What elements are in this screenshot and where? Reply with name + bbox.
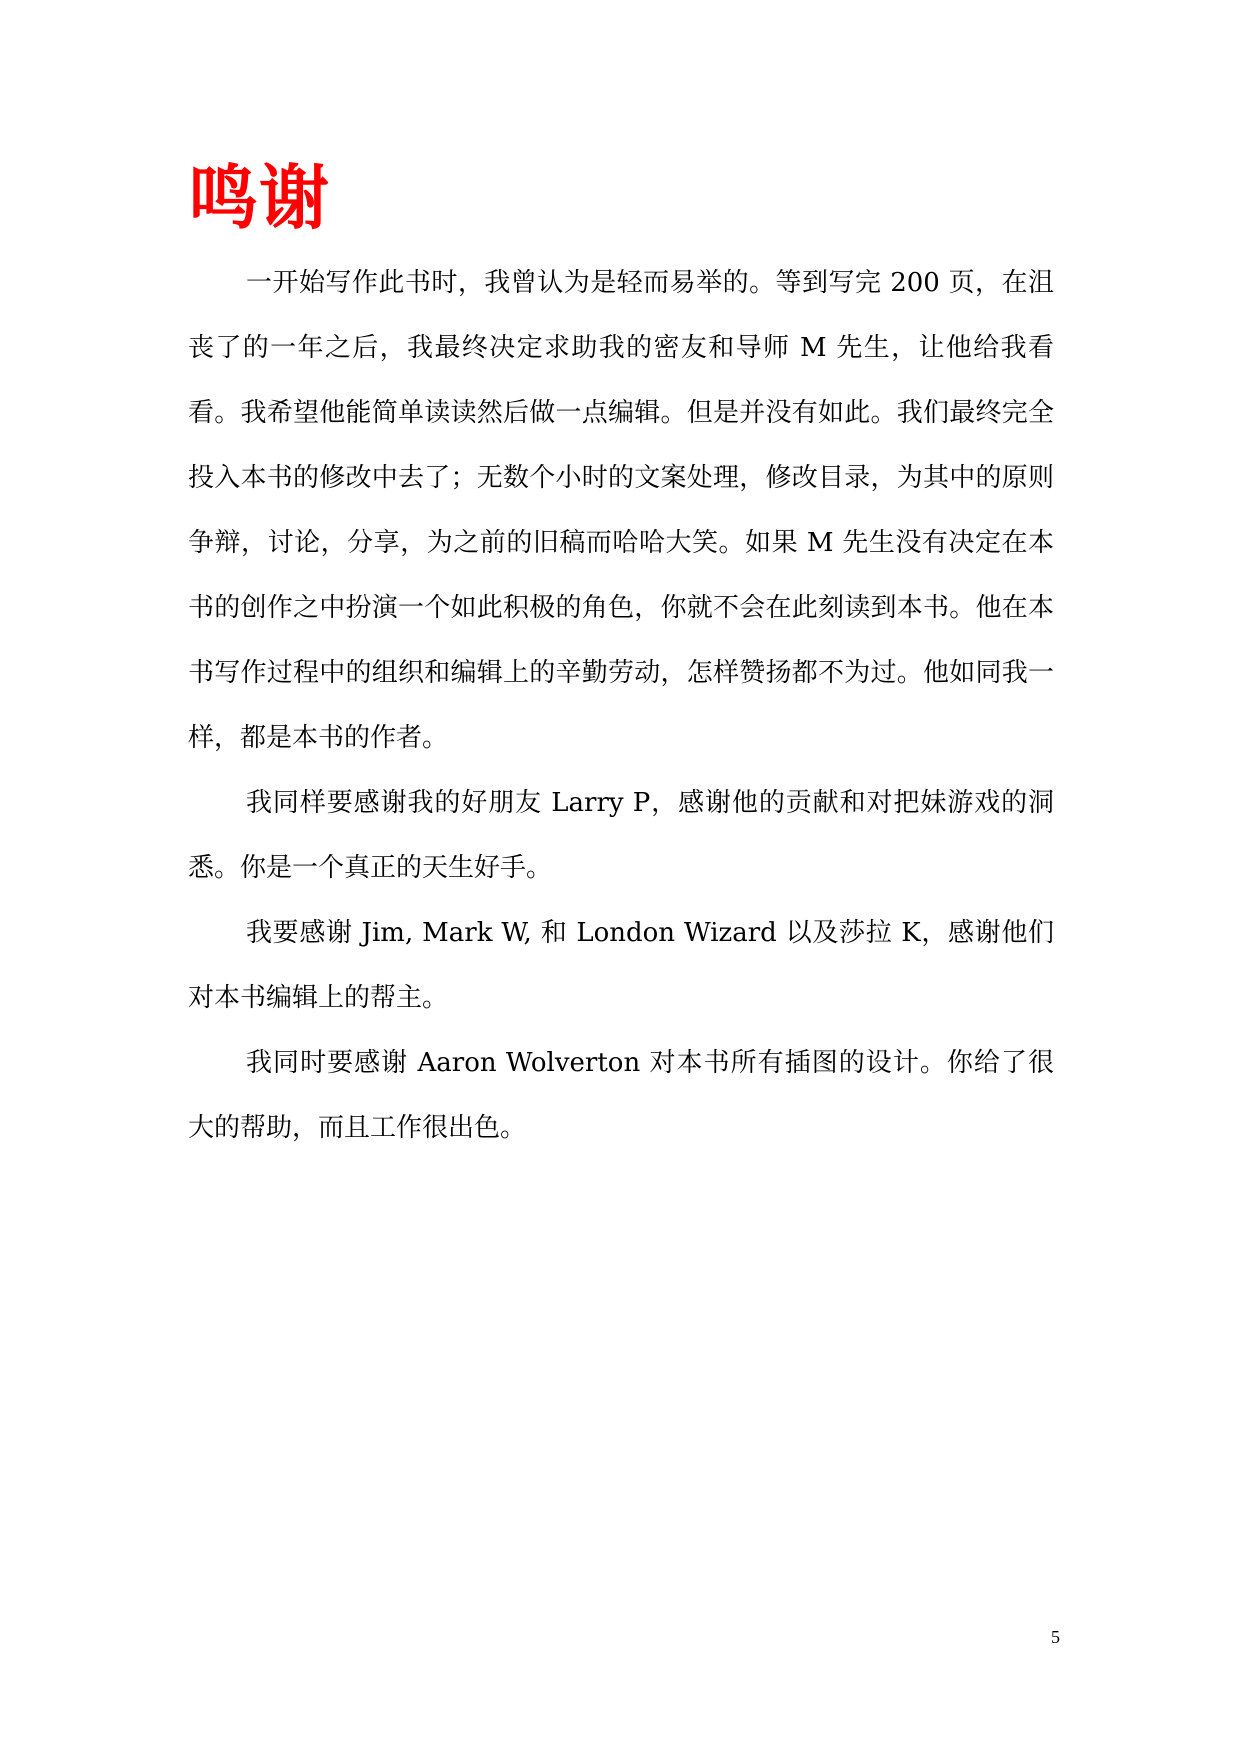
page-number: 5 <box>1051 1627 1060 1647</box>
page-title: 鸣谢 <box>188 156 330 239</box>
paragraph-4: 我同时要感谢 Aaron Wolverton 对本书所有插图的设计。你给了很大的帮助，而且工作很出色。 <box>188 1048 1054 1143</box>
acknowledgements-body <box>188 251 1054 1161</box>
paragraph-2: 我同样要感谢我的好朋友 Larry P，感谢他的贡献和对把妹游戏的洞悉。你是一个真正的天生好手。 <box>188 788 1054 883</box>
paragraph-3: 我要感谢 Jim, Mark W, 和 London Wizard 以及莎拉 K，感谢他们对本书编辑上的帮主。 <box>188 918 1054 1013</box>
paragraph-1: 一开始写作此书时，我曾认为是轻而易举的。等到写完 200 页，在沮丧了的一年之后，我最终决定求助我的密友和导师 M 先生，让他给我看看。我希望他能简单读读然后做一点编辑。但是并没有如此。我们最终完全投入本书的修改中去了；无数个小时的文案处理，修改目录，为其中的原则争辩，讨论，分享，为之前的旧稿而哈哈大笑。如果 M 先生没有决定在本书的创作之中扮演一个如此积极的角色，你就不会在此刻读到本书。他在本书写作过程中的组织和编辑上的辛勤劳动，怎样赞扬都不为过。他如同我一样，都是本书的作者。 <box>188 268 1054 753</box>
